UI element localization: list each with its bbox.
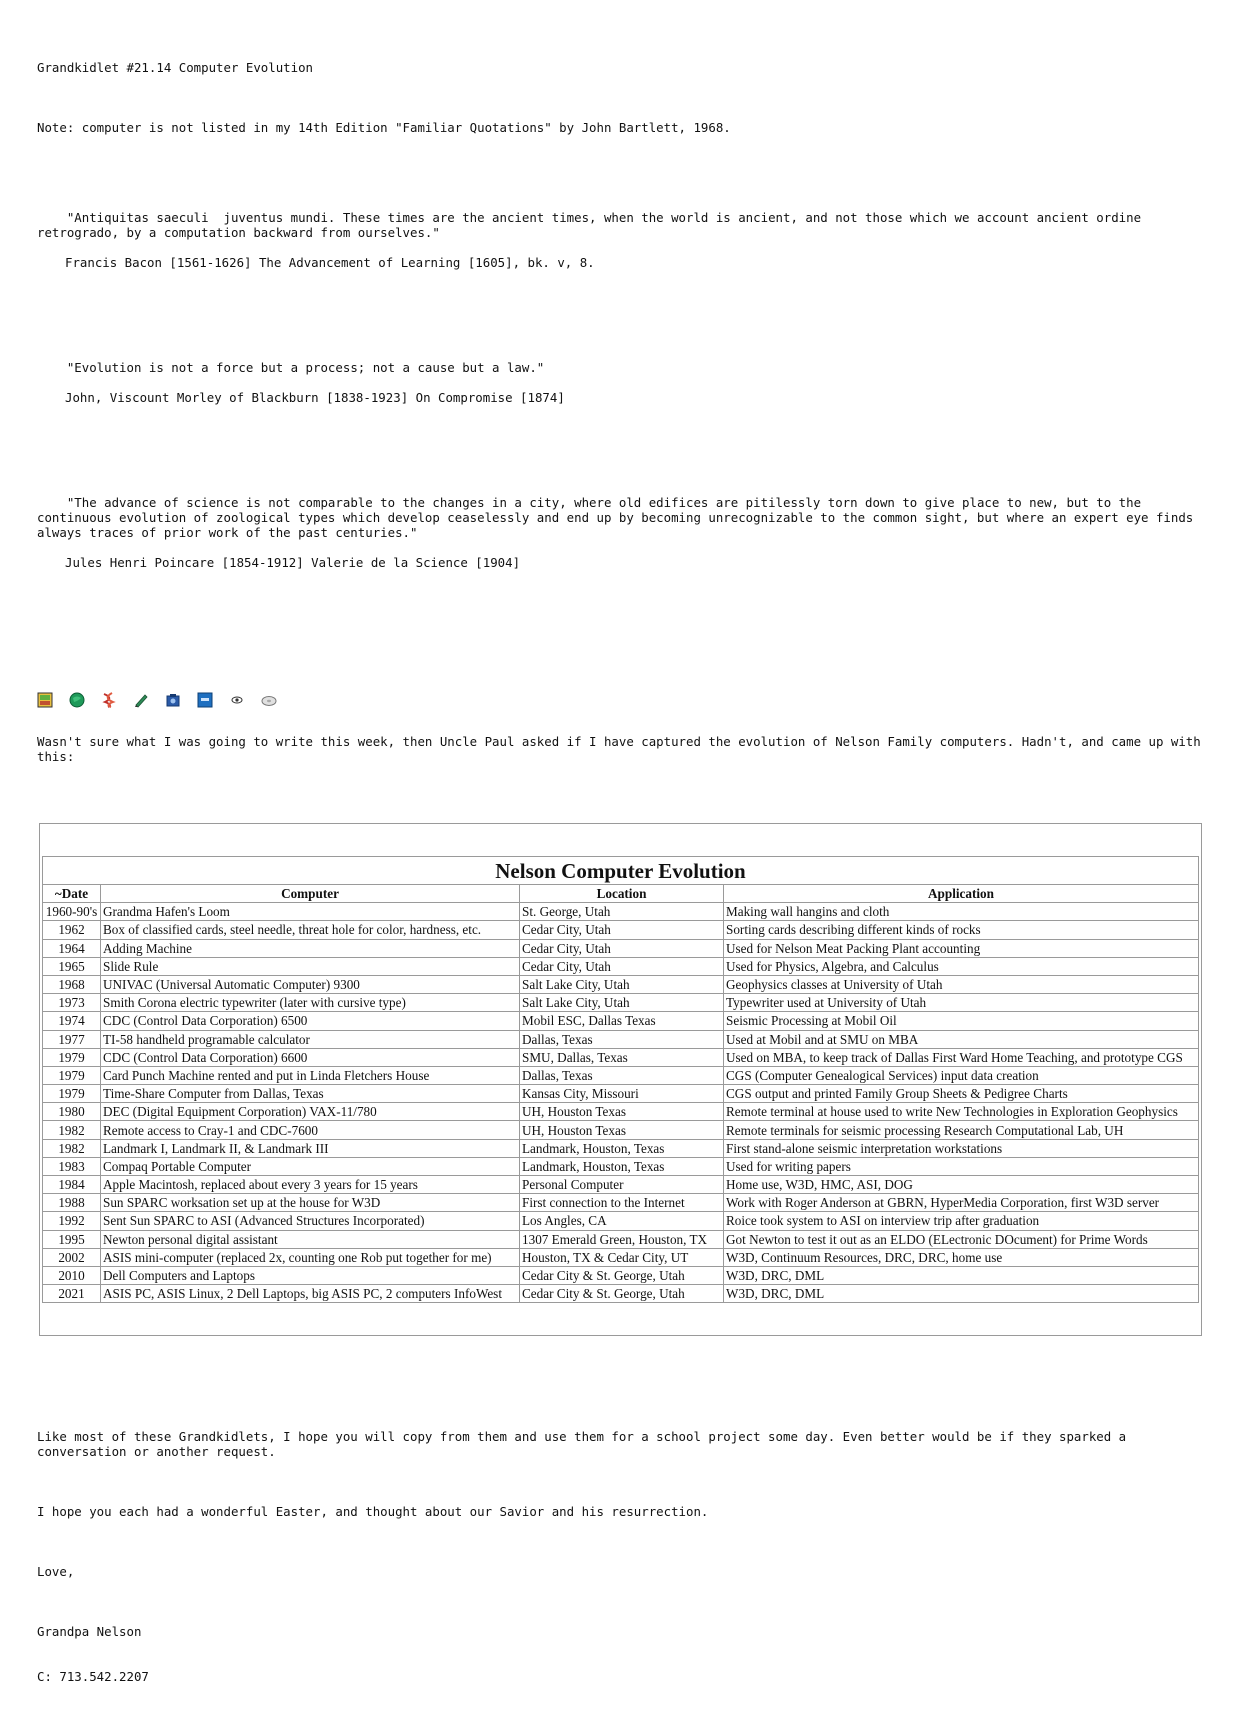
cell-computer: Sun SPARC worksation set up at the house for W3D <box>101 1194 520 1212</box>
cell-application: Used at Mobil and at SMU on MBA <box>724 1030 1199 1048</box>
cell-date: 1974 <box>43 1012 101 1030</box>
quote-attribution: John, Viscount Morley of Blackburn [1838-1923] On Compromise [1874] <box>65 390 565 405</box>
cell-location: UH, Houston Texas <box>520 1121 724 1139</box>
quote-1 <box>37 195 1207 300</box>
cell-computer: DEC (Digital Equipment Corporation) VAX-11/780 <box>101 1103 520 1121</box>
quote-attribution: Jules Henri Poincare [1854-1912] Valerie de la Science [1904] <box>65 555 521 570</box>
table-row <box>43 1285 1199 1303</box>
cell-computer: Remote access to Cray-1 and CDC-7600 <box>101 1121 520 1139</box>
table-row <box>43 1230 1199 1248</box>
evolution-table-frame <box>39 823 1202 1336</box>
cell-date: 1995 <box>43 1230 101 1248</box>
family-tree-icon[interactable] <box>37 662 53 678</box>
cell-computer: Card Punch Machine rented and put in Linda Fletchers House <box>101 1066 520 1084</box>
table-row <box>43 1066 1199 1084</box>
cell-computer: Box of classified cards, steel needle, threat hole for color, hardness, etc. <box>101 921 520 939</box>
dna-icon[interactable] <box>101 662 117 678</box>
cell-application: Roice took system to ASI on interview trip after graduation <box>724 1212 1199 1230</box>
cell-application: W3D, Continuum Resources, DRC, DRC, home use <box>724 1248 1199 1266</box>
table-row <box>43 957 1199 975</box>
cell-date: 1988 <box>43 1194 101 1212</box>
cell-location: SMU, Dallas, Texas <box>520 1048 724 1066</box>
header-computer: Computer <box>101 885 520 903</box>
cell-computer: ASIS PC, ASIS Linux, 2 Dell Laptops, big ASIS PC, 2 computers InfoWest <box>101 1285 520 1303</box>
cell-application: Home use, W3D, HMC, ASI, DOG <box>724 1176 1199 1194</box>
table-row <box>43 1157 1199 1175</box>
cell-location: Dallas, Texas <box>520 1030 724 1048</box>
cell-date: 1960-90's <box>43 903 101 921</box>
cell-computer: Newton personal digital assistant <box>101 1230 520 1248</box>
cell-application: W3D, DRC, DML <box>724 1285 1199 1303</box>
phone-number: C: 713.542.2207 <box>37 1669 149 1685</box>
cell-date: 1982 <box>43 1139 101 1157</box>
cell-date: 1973 <box>43 994 101 1012</box>
cell-application: CGS (Computer Genealogical Services) input data creation <box>724 1066 1199 1084</box>
cell-date: 1980 <box>43 1103 101 1121</box>
closing-paragraph-1: Like most of these Grandkidlets, I hope you will copy from them and use them for a school project some day. Even better would be if they sparked a conversation or another request. <box>37 1429 1134 1460</box>
cell-date: 1979 <box>43 1066 101 1084</box>
cell-computer: Dell Computers and Laptops <box>101 1266 520 1284</box>
cell-date: 2010 <box>43 1266 101 1284</box>
header-location: Location <box>520 885 724 903</box>
eye-icon[interactable] <box>229 662 245 678</box>
cell-computer: Adding Machine <box>101 939 520 957</box>
cell-location: Cedar City & St. George, Utah <box>520 1285 724 1303</box>
table-row <box>43 1194 1199 1212</box>
cell-location: Salt Lake City, Utah <box>520 975 724 993</box>
cell-location: Landmark, Houston, Texas <box>520 1139 724 1157</box>
cell-date: 1979 <box>43 1048 101 1066</box>
table-title: Nelson Computer Evolution <box>42 856 1199 884</box>
cell-application: Remote terminals for seismic processing Research Computational Lab, UH <box>724 1121 1199 1139</box>
cell-application: Making wall hangins and cloth <box>724 903 1199 921</box>
quote-attribution: Francis Bacon [1561-1626] The Advancement of Learning [1605], bk. v, 8. <box>65 255 595 270</box>
page-title: Grandkidlet #21.14 Computer Evolution <box>37 60 314 75</box>
table-row <box>43 1176 1199 1194</box>
cell-date: 2021 <box>43 1285 101 1303</box>
cell-location: Kansas City, Missouri <box>520 1085 724 1103</box>
signoff: Love, <box>37 1564 75 1580</box>
closing-paragraph-2: I hope you each had a wonderful Easter, and thought about our Savior and his resurrection. <box>37 1504 709 1520</box>
cell-computer: CDC (Control Data Corporation) 6600 <box>101 1048 520 1066</box>
cell-date: 1984 <box>43 1176 101 1194</box>
table-row <box>43 1248 1199 1266</box>
cell-location: Cedar City, Utah <box>520 939 724 957</box>
cell-application: Got Newton to test it out as an ELDO (ELectronic DOcument) for Prime Words <box>724 1230 1199 1248</box>
cell-location: Cedar City & St. George, Utah <box>520 1266 724 1284</box>
cell-application: First stand-alone seismic interpretation workstations <box>724 1139 1199 1157</box>
table-row <box>43 1266 1199 1284</box>
cell-computer: Slide Rule <box>101 957 520 975</box>
table-row <box>43 1121 1199 1139</box>
cell-application: Used for Physics, Algebra, and Calculus <box>724 957 1199 975</box>
computer-icon[interactable] <box>197 662 213 678</box>
cell-location: Mobil ESC, Dallas Texas <box>520 1012 724 1030</box>
table-row <box>43 939 1199 957</box>
cell-date: 1992 <box>43 1212 101 1230</box>
cell-location: Cedar City, Utah <box>520 957 724 975</box>
cell-date: 1965 <box>43 957 101 975</box>
quote-3 <box>37 480 1207 600</box>
table-row <box>43 1048 1199 1066</box>
intro: Wasn't sure what I was going to write this week, then Uncle Paul asked if I have captured the evolution of Nelson Family computers. Hadn't, and came up with this: <box>37 734 1209 764</box>
quote-text: "The advance of science is not comparable to the changes in a city, where old edifices are pitilessly torn down to give place to new, but to the continuous evolution of zoological types which develop ceaselessly and end up by becoming unrecognizable to the common sight, but where an expert eye finds always traces of prior work of the past centuries." <box>37 495 1201 540</box>
cell-location: First connection to the Internet <box>520 1194 724 1212</box>
cell-location: Dallas, Texas <box>520 1066 724 1084</box>
cell-computer: Sent Sun SPARC to ASI (Advanced Structures Incorporated) <box>101 1212 520 1230</box>
table-row <box>43 975 1199 993</box>
table-row <box>43 1085 1199 1103</box>
cell-computer: UNIVAC (Universal Automatic Computer) 9300 <box>101 975 520 993</box>
evolution-table <box>42 856 1199 1303</box>
cell-computer: Time-Share Computer from Dallas, Texas <box>101 1085 520 1103</box>
cell-location: Salt Lake City, Utah <box>520 994 724 1012</box>
cell-location: Cedar City, Utah <box>520 921 724 939</box>
quote-text: "Antiquitas saeculi juventus mundi. These times are the ancient times, when the world is ancient, and not those which we account ancient ordine retrogrado, by a computation backward from ourselves." <box>37 210 1149 240</box>
cell-date: 1983 <box>43 1157 101 1175</box>
note: Note: computer is not listed in my 14th Edition "Familiar Quotations" by John Bartlett, 1968. <box>37 120 731 135</box>
disk-icon[interactable] <box>261 662 277 678</box>
table-body <box>43 903 1199 1303</box>
header-application: Application <box>724 885 1199 903</box>
cell-date: 1962 <box>43 921 101 939</box>
cell-computer: ASIS mini-computer (replaced 2x, counting one Rob put together for me) <box>101 1248 520 1266</box>
closing <box>37 1399 1207 1714</box>
cell-location: Personal Computer <box>520 1176 724 1194</box>
cell-location: Landmark, Houston, Texas <box>520 1157 724 1175</box>
cell-application: Used on MBA, to keep track of Dallas First Ward Home Teaching, and prototype CGS <box>724 1048 1199 1066</box>
table-row <box>43 1103 1199 1121</box>
cell-date: 1977 <box>43 1030 101 1048</box>
cell-application: Typewriter used at University of Utah <box>724 994 1199 1012</box>
pen-icon[interactable] <box>133 662 149 678</box>
table-row <box>43 903 1199 921</box>
cell-location: 1307 Emerald Green, Houston, TX <box>520 1230 724 1248</box>
cell-computer: Landmark I, Landmark II, & Landmark III <box>101 1139 520 1157</box>
cell-computer: TI-58 handheld programable calculator <box>101 1030 520 1048</box>
quote-2 <box>37 345 1207 435</box>
cell-date: 1964 <box>43 939 101 957</box>
signature-name: Grandpa Nelson <box>37 1624 142 1640</box>
cell-computer: Smith Corona electric typewriter (later with cursive type) <box>101 994 520 1012</box>
cell-application: Seismic Processing at Mobil Oil <box>724 1012 1199 1030</box>
cell-application: CGS output and printed Family Group Sheets & Pedigree Charts <box>724 1085 1199 1103</box>
cell-computer: Grandma Hafen's Loom <box>101 903 520 921</box>
cell-computer: CDC (Control Data Corporation) 6500 <box>101 1012 520 1030</box>
cell-application: Geophysics classes at University of Utah <box>724 975 1199 993</box>
camera-icon[interactable] <box>165 662 181 678</box>
icon-bar <box>37 660 1207 680</box>
cell-computer: Apple Macintosh, replaced about every 3 years for 15 years <box>101 1176 520 1194</box>
cell-date: 1968 <box>43 975 101 993</box>
globe-icon[interactable] <box>69 662 85 678</box>
table-row <box>43 921 1199 939</box>
cell-application: Used for Nelson Meat Packing Plant accounting <box>724 939 1199 957</box>
table-row <box>43 1212 1199 1230</box>
table-row <box>43 1139 1199 1157</box>
cell-location: Los Angles, CA <box>520 1212 724 1230</box>
cell-application: Sorting cards describing different kinds of rocks <box>724 921 1199 939</box>
cell-date: 2002 <box>43 1248 101 1266</box>
table-row <box>43 994 1199 1012</box>
cell-location: St. George, Utah <box>520 903 724 921</box>
cell-computer: Compaq Portable Computer <box>101 1157 520 1175</box>
cell-application: Work with Roger Anderson at GBRN, HyperMedia Corporation, first W3D server <box>724 1194 1199 1212</box>
quote-text: "Evolution is not a force but a process; not a cause but a law." <box>66 360 545 375</box>
cell-date: 1982 <box>43 1121 101 1139</box>
table-row <box>43 1012 1199 1030</box>
table-row <box>43 1030 1199 1048</box>
header-date: ~Date <box>43 885 101 903</box>
letter-body <box>37 30 1207 1729</box>
cell-location: Houston, TX & Cedar City, UT <box>520 1248 724 1266</box>
cell-application: Remote terminal at house used to write New Technologies in Exploration Geophysics <box>724 1103 1199 1121</box>
cell-location: UH, Houston Texas <box>520 1103 724 1121</box>
cell-date: 1979 <box>43 1085 101 1103</box>
table-header-row <box>43 885 1199 903</box>
cell-application: Used for writing papers <box>724 1157 1199 1175</box>
cell-application: W3D, DRC, DML <box>724 1266 1199 1284</box>
